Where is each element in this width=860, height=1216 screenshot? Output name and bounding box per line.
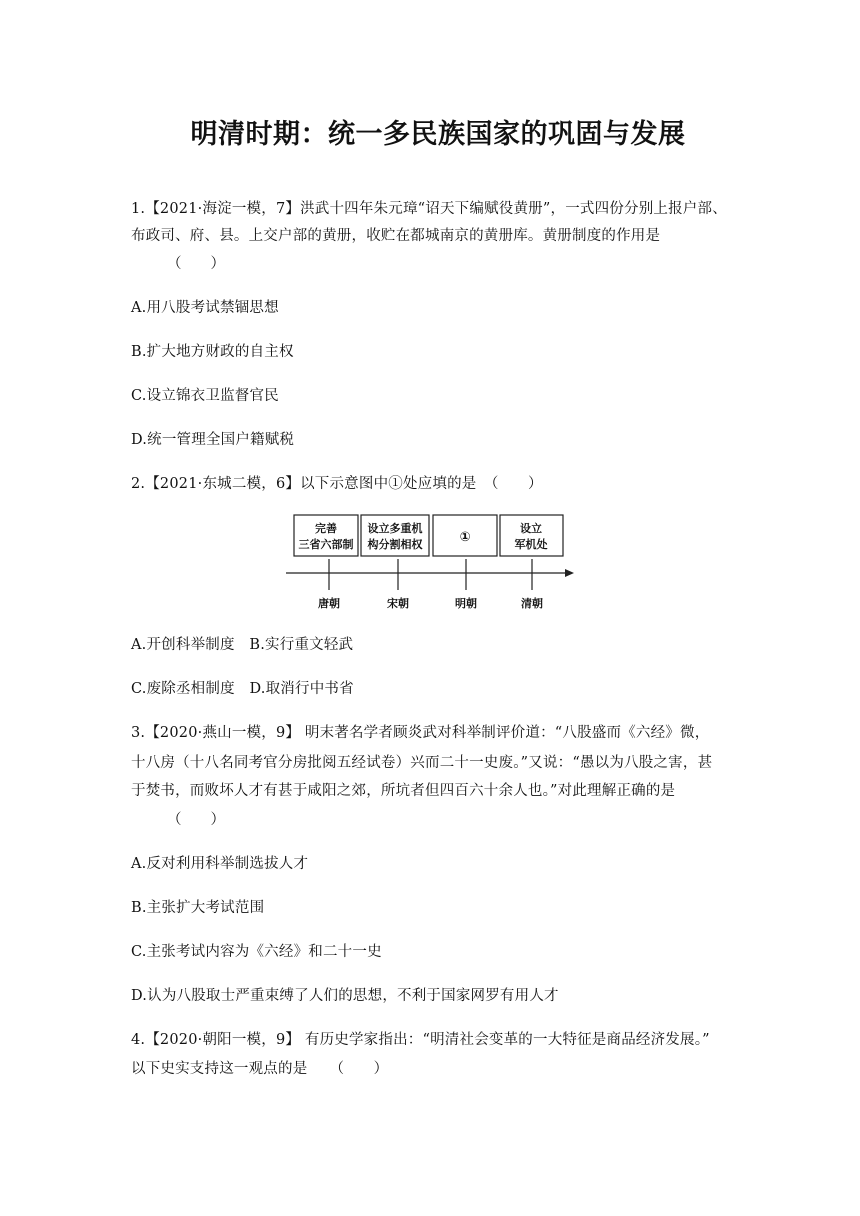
- q3-option-b: B.主张扩大考试范围: [131, 900, 265, 916]
- q3-answer-paren: （ ）: [167, 812, 225, 828]
- q4-stem-line1: 4.【2020·朝阳一模，9】 有历史学家指出：“明清社会变革的一大特征是商品经济发展。”: [131, 1032, 710, 1048]
- q3-option-d: D.认为八股取士严重束缚了人们的思想，不利于国家网罗有用人才: [131, 988, 559, 1004]
- q3-option-c: C.主张考试内容为《六经》和二十一史: [131, 944, 382, 960]
- diagram-box-ming-marker: ①: [459, 530, 471, 545]
- q2-options-ab: A.开创科举制度 B.实行重文轻武: [131, 637, 354, 653]
- q1-option-c: C.设立锦衣卫监督官民: [131, 388, 279, 404]
- diagram-box-qing-line2: 军机处: [514, 538, 548, 551]
- q3-stem-line1: 3.【2020·燕山一模，9】 明末著名学者顾炎武对科举制评价道：“八股盛而《六经》微，: [131, 725, 710, 741]
- q1-option-a: A.用八股考试禁锢思想: [131, 300, 279, 316]
- q3-stem-line3: 于焚书，而败坏人才有甚于咸阳之郊，所坑者但四百六十余人也。”对此理解正确的是: [131, 783, 676, 799]
- q1-option-b: B.扩大地方财政的自主权: [131, 344, 294, 360]
- page-title: 明清时期：统一多民族国家的巩固与发展: [190, 119, 686, 150]
- diagram-era-tang: 唐朝: [318, 597, 340, 610]
- diagram-era-song: 宋朝: [387, 597, 409, 610]
- q1-stem-line2: 布政司、府、县。上交户部的黄册，收贮在都城南京的黄册库。黄册制度的作用是: [131, 228, 661, 244]
- q2-timeline-diagram: [284, 512, 576, 616]
- diagram-box-song-line1: 设立多重机: [367, 522, 423, 535]
- q1-option-d: D.统一管理全国户籍赋税: [131, 432, 295, 448]
- diagram-axis-arrow: [565, 569, 574, 577]
- q2-options-cd: C.废除丞相制度 D.取消行中书省: [131, 681, 354, 697]
- q1-answer-paren: （ ）: [167, 256, 225, 272]
- diagram-era-qing: 清朝: [521, 597, 543, 610]
- diagram-box-qing-line1: 设立: [520, 522, 542, 535]
- diagram-era-ming: 明朝: [455, 597, 477, 610]
- q4-stem-line2: 以下史实支持这一观点的是 （ ）: [131, 1061, 389, 1077]
- q2-stem: 2.【2021·东城二模，6】以下示意图中①处应填的是 （ ）: [131, 476, 543, 492]
- diagram-box-song-line2: 构分割相权: [367, 538, 423, 551]
- q1-stem-line1: 1.【2021·海淀一模，7】洪武十四年朱元璋“诏天下编赋役黄册”，一式四份分别上报户部、: [131, 201, 727, 217]
- q3-option-a: A.反对利用科举制选拔人才: [131, 856, 309, 872]
- diagram-box-tang-line1: 完善: [315, 522, 337, 535]
- diagram-box-tang-line2: 三省六部制: [298, 538, 354, 551]
- q3-stem-line2: 十八房（十八名同考官分房批阅五经试卷）兴而二十一史废。”又说：“愚以为八股之害，甚: [131, 755, 713, 771]
